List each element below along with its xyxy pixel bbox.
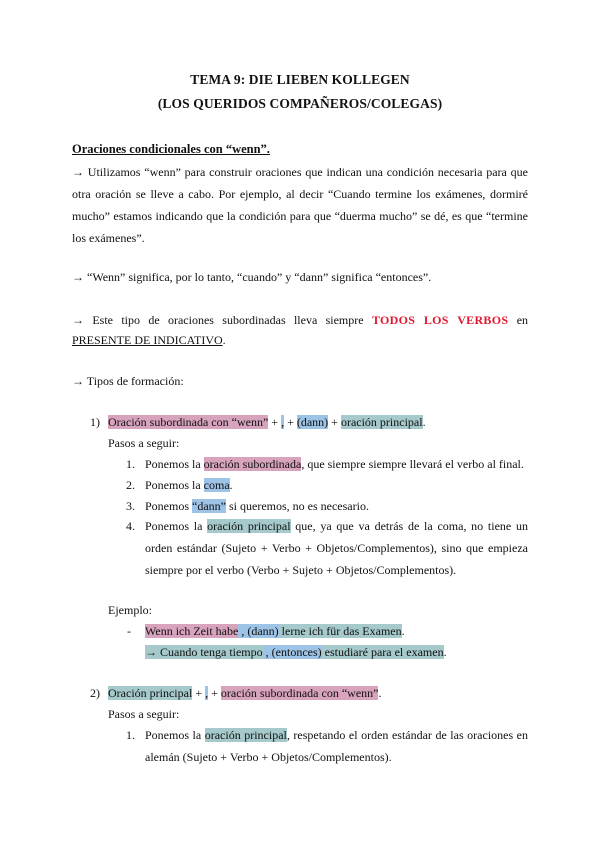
highlight-subordinate: oración subordinada [203,457,302,471]
type1-number: 1) [90,415,100,429]
period: . [401,624,405,638]
type2-subordinate: oración subordinada con “wenn” [220,686,379,700]
highlight-principal: oración principal [204,728,287,742]
type2-principal: Oración principal [108,686,193,700]
plus: + [284,415,297,429]
title-line-1: TEMA 9: DIE LIEBEN KOLLEGEN [190,72,410,87]
type2-comma: , [205,686,209,700]
type1-step-4-line-3: siempre por el verbo (Verbo + Sujeto + Objetos/Complementos). [145,563,457,577]
step-number: 4. [126,519,135,533]
step-text: Ponemos la [145,457,204,471]
step-text: Ponemos la [145,728,205,742]
verbs-paragraph-line-2 [72,333,226,348]
plus: + [208,686,221,700]
type2-step-1-line-2: alemán (Sujeto + Verbo + Objetos/Complementos). [145,750,392,764]
step-text: Ponemos la [145,478,204,492]
example-german [145,624,405,639]
arrow-icon: → [145,645,160,659]
type1-steps-label: Pasos a seguir: [108,436,180,450]
highlight-comma: coma [203,478,230,492]
type1-subordinate: Oración subordinada con “wenn” [108,415,269,429]
type1-principal: oración principal [340,415,423,429]
type1-step-4 [145,519,528,534]
step-number: 2. [126,478,135,492]
verbs-post: en [516,313,529,327]
type1-dann: (dann) [296,415,329,429]
step-number: 1. [126,728,135,742]
type1-comma: , [281,415,285,429]
plus: + [328,415,341,429]
type1-step-3 [145,499,369,514]
translation-subordinate: Cuando tenga tiempo [160,645,263,659]
meaning-paragraph: → “Wenn” significa, por lo tanto, “cuando” y “dann” significa “entonces”. [72,270,432,284]
type1-formula [108,415,426,430]
plus: + [268,415,282,429]
verbs-pre: → Este tipo de oraciones subordinadas lleva siempre [72,313,364,327]
example-dann: (dann) [247,624,279,638]
type2-number: 2) [90,686,100,700]
translation-comma: , [262,645,272,659]
example-dash: - [127,624,131,638]
translation-entonces: (entonces) [271,645,322,659]
period: . [422,415,426,429]
example-subordinate: Wenn ich Zeit habe [145,624,239,638]
type1-step-2 [145,478,233,493]
type1-step-4-line-2: orden estándar (Sujeto + Verbo + Objetos/Complementos), sino que empieza [145,541,528,555]
highlight-dann: “dann” [192,499,226,513]
step-text: si queremos, no es necesario. [226,499,369,513]
example-label: Ejemplo: [108,603,152,617]
type2-step-1 [145,728,528,743]
step-text: Ponemos [145,499,193,513]
type1-step-1 [145,457,524,472]
presente-indicativo: PRESENTE DE INDICATIVO [72,333,223,347]
step-text: . [229,478,233,492]
intro-line-4: los exámenes”. [72,231,145,245]
types-heading: → Tipos de formación: [72,374,184,388]
step-text: Ponemos la [145,519,208,533]
highlight-principal: oración principal [207,519,291,533]
intro-line-3: mucho” estamos indicando que la condición para que “duerma mucho” se dé, es que “termine [72,209,528,223]
verbs-paragraph-line-1 [72,313,528,328]
intro-line-2: otra oración se lleve a cabo. Por ejemplo, al decir “Cuando termine los exámenes, dormiré [72,187,528,201]
step-text: que, ya que va detrás de la coma, no tiene un [290,519,528,533]
type2-formula [108,686,381,701]
step-text: , respetando el orden estándar de las oraciones en [286,728,528,742]
step-text: , que siempre siempre llevará el verbo al final. [301,457,524,471]
step-number: 3. [126,499,135,513]
verbs-end: . [222,333,226,347]
section-heading: Oraciones condicionales con “wenn”. [72,142,270,156]
example-principal: lerne ich für das Examen [278,624,402,638]
step-number: 1. [126,457,135,471]
todos-los-verbos: TODOS LOS VERBOS [371,313,509,327]
intro-line-1: → Utilizamos “wenn” para construir oraciones que indican una condición necesaria para que [72,165,528,179]
plus: + [192,686,206,700]
translation-principal: estudiaré para el examen [321,645,444,659]
example-comma: , [238,624,248,638]
type2-steps-label: Pasos a seguir: [108,707,180,721]
period: . [378,686,382,700]
period: . [443,645,447,659]
title-line-2: (LOS QUERIDOS COMPAÑEROS/COLEGAS) [157,96,443,111]
example-translation [145,645,447,660]
